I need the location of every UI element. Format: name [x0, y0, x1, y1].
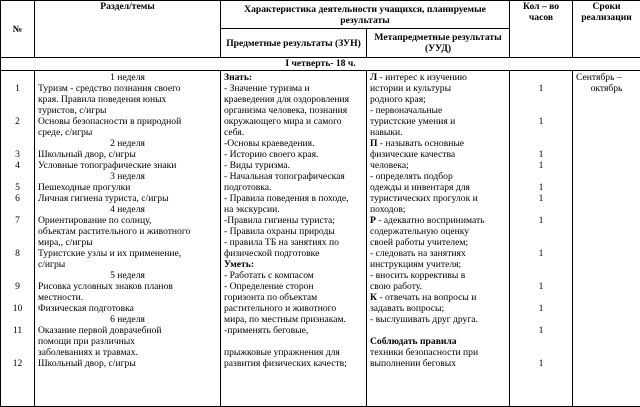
spacer [4, 292, 31, 303]
topic-line: Физическая подготовка [38, 303, 134, 314]
subject-result-line: окружающего мира и самого [224, 116, 342, 127]
subject-result-line: на экскурсии. [224, 204, 280, 215]
spacer [513, 314, 569, 325]
meta-result-line: - первоначальные [370, 105, 443, 116]
meta-result-line: Соблюдать правила [370, 336, 457, 347]
topic-line: Оказание первой доврачебной [38, 325, 162, 336]
spacer [513, 127, 569, 138]
header-subject-results: Предметные результаты (ЗУН) [221, 29, 367, 58]
meta-result-line: туристических прогулок и [370, 193, 478, 204]
row-number: 12 [12, 358, 23, 369]
topic-line: помощи при различных [38, 336, 135, 347]
row-hours: 1 [538, 116, 544, 127]
week-label: 1 неделя [110, 72, 145, 83]
meta-result-line: физические качества [370, 149, 456, 160]
subject-result-line: -Основы краеведения. [224, 138, 315, 149]
row-number: 11 [12, 325, 23, 336]
meta-result-line: своей работы учителем; [370, 237, 469, 248]
dates-column [573, 71, 640, 407]
meta-result-line: родного края; [370, 94, 426, 105]
row-hours: 1 [538, 160, 544, 171]
topic-line: туристов, с/игры [38, 105, 107, 116]
subject-result-line: - Значение туризма и [224, 83, 310, 94]
spacer [4, 259, 31, 270]
subject-result-line: - Виды туризма. [224, 160, 290, 171]
dates-line-2: октябрь [590, 83, 623, 94]
topic-line: Туристские узлы и их применение, [38, 248, 182, 259]
header-hours: Кол – во часов [510, 1, 573, 58]
topics-column [35, 71, 221, 407]
spacer [4, 226, 31, 237]
meta-result-line: выполнении беговых [370, 358, 457, 369]
subject-result-line: - правила ТБ на занятиях по [224, 237, 339, 248]
week-label: 6 неделя [110, 314, 145, 325]
meta-result-line [370, 325, 506, 336]
meta-result-line: походов; [370, 204, 406, 215]
header-dates: Сроки реализации [573, 1, 640, 58]
topic-line: объектам растительного и животного [38, 226, 191, 237]
topic-line: Основы безопасности в природной [38, 116, 182, 127]
week-label: 5 неделя [110, 270, 145, 281]
meta-result-line: К - отвечать на вопросы и [370, 292, 477, 303]
spacer [513, 237, 569, 248]
spacer [4, 336, 31, 347]
subject-result-line: - Начальная топографическая [224, 171, 345, 182]
row-number: 4 [15, 160, 20, 171]
row-number: 8 [15, 248, 20, 259]
meta-category-letter: Р [370, 215, 376, 226]
week-label: 3 неделя [110, 171, 145, 182]
header-meta-results: Метапредметные результаты (УУД) [367, 29, 510, 58]
subject-result-line: Уметь: [224, 259, 255, 270]
topic-line: Рисовка условных знаков планов [38, 281, 173, 292]
spacer [4, 347, 31, 358]
subject-result-line: Знать: [224, 72, 253, 83]
subject-result-line: развития физических качеств; [224, 358, 347, 369]
row-hours: 1 [538, 215, 544, 226]
subject-result-line: прыжковые упражнения для [224, 347, 340, 358]
meta-result-line: человека; [370, 160, 409, 171]
row-number: 1 [15, 83, 20, 94]
spacer [513, 336, 569, 347]
meta-result-line: инструкциям учителя; [370, 259, 462, 270]
spacer [4, 204, 31, 215]
spacer [4, 127, 31, 138]
spacer [513, 105, 569, 116]
topic-line: Пешеходные прогулки [38, 182, 131, 193]
row-hours: 1 [538, 303, 544, 314]
spacer [513, 259, 569, 270]
meta-result-line: свою работу. [370, 281, 422, 292]
row-hours: 1 [538, 149, 544, 160]
numbers-column [1, 71, 35, 407]
row-hours: 1 [538, 182, 544, 193]
subject-result-line: - Определение сторон [224, 281, 314, 292]
row-hours: 1 [538, 193, 544, 204]
spacer [4, 270, 31, 281]
subject-result-line: -применять беговые, [224, 325, 309, 336]
spacer [513, 226, 569, 237]
header-num: № [1, 1, 35, 58]
spacer [513, 292, 569, 303]
topic-line: Школьный двор, с/игры [38, 358, 136, 369]
hours-column [510, 71, 573, 407]
quarter-heading: I четверть- 18 ч. [1, 58, 640, 71]
row-hours: 1 [538, 248, 544, 259]
week-label: 4 неделя [110, 204, 145, 215]
meta-result-line: Л - интерес к изучению [370, 72, 467, 83]
subject-result-line: - Историю своего края. [224, 149, 319, 160]
meta-result-line: Р - адекватно воспринимать [370, 215, 485, 226]
meta-category-letter: Л [370, 72, 378, 83]
meta-result-line: техники безопасности при [370, 347, 479, 358]
meta-category-letter: П [370, 138, 378, 149]
spacer [4, 72, 31, 83]
meta-result-line: задавать вопросы; [370, 303, 445, 314]
meta-result-line: содержательную оценку [370, 226, 470, 237]
spacer [4, 94, 31, 105]
subject-result-line: организма человека, познания [224, 105, 348, 116]
subject-result-line: мира, по местным признакам. [224, 314, 346, 325]
meta-result-line: П - называть основные [370, 138, 465, 149]
subject-result-line [224, 336, 363, 347]
meta-result-line: - следовать на занятиях [370, 248, 466, 259]
meta-result-line: одежды и инвентаря для [370, 182, 470, 193]
spacer [4, 105, 31, 116]
meta-result-line: туристские умения и [370, 116, 456, 127]
meta-result-line: - выслушивать друг друга. [370, 314, 478, 325]
topic-line: Школьный двор, с/игры [38, 149, 136, 160]
meta-result-line: навыки. [370, 127, 403, 138]
spacer [513, 138, 569, 149]
row-number: 9 [15, 281, 20, 292]
row-number: 7 [15, 215, 20, 226]
spacer [4, 314, 31, 325]
subject-result-line: себя. [224, 127, 245, 138]
spacer [513, 171, 569, 182]
subject-results-column [221, 71, 367, 407]
meta-result-line: истории и культуры [370, 83, 452, 94]
row-number: 10 [12, 303, 23, 314]
meta-category-letter: К [370, 292, 377, 303]
week-label: 2 неделя [110, 138, 145, 149]
topic-line: Личная гигиена туриста, с/игры [38, 193, 169, 204]
row-number: 6 [15, 193, 20, 204]
subject-result-line: -Правила гигиены туриста; [224, 215, 335, 226]
row-hours: 1 [538, 83, 544, 94]
topic-line: Условные топографические знаки [38, 160, 177, 171]
spacer [513, 94, 569, 105]
topic-line: среде, с/игры [38, 127, 93, 138]
row-hours: 1 [538, 358, 544, 369]
dates-line-1: Сентябрь – [576, 72, 622, 83]
spacer [513, 347, 569, 358]
spacer [513, 270, 569, 281]
subject-result-line: - Работать с компасом [224, 270, 314, 281]
topic-line: с/игры [38, 259, 66, 270]
topic-line: края. Правила поведения юных [38, 94, 167, 105]
header-characteristics: Характеристика деятельности учащихся, планируемые результаты [221, 1, 510, 29]
meta-result-line: - вносить коррективы в [370, 270, 466, 281]
subject-result-line: физической подготовке [224, 248, 320, 259]
spacer [4, 138, 31, 149]
subject-result-line: - Правила поведения в походе, [224, 193, 349, 204]
topic-line: заболеваниях и травмах. [38, 347, 138, 358]
subject-result-line: растительного и животного [224, 303, 337, 314]
row-hours: 1 [538, 281, 544, 292]
meta-result-line: - определять подбор [370, 171, 453, 182]
spacer [4, 237, 31, 248]
topic-line: мира,, с/игры [38, 237, 93, 248]
row-hours: 1 [538, 325, 544, 336]
subject-result-line: подготовка. [224, 182, 272, 193]
spacer [513, 72, 569, 83]
row-number: 3 [15, 149, 20, 160]
topic-line: Ориентирование по солнцу, [38, 215, 152, 226]
row-number: 2 [15, 116, 20, 127]
topic-line: местности. [38, 292, 84, 303]
subject-result-line: горизонта по объектам [224, 292, 318, 303]
subject-result-line: краеведения для оздоровления [224, 94, 350, 105]
subject-result-line: - Правила охраны природы [224, 226, 335, 237]
topic-line: Туризм - средство познания своего [38, 83, 181, 94]
meta-results-column [367, 71, 510, 407]
spacer [513, 204, 569, 215]
header-section: Раздел/темы [35, 1, 221, 58]
spacer [4, 171, 31, 182]
row-number: 5 [15, 182, 20, 193]
